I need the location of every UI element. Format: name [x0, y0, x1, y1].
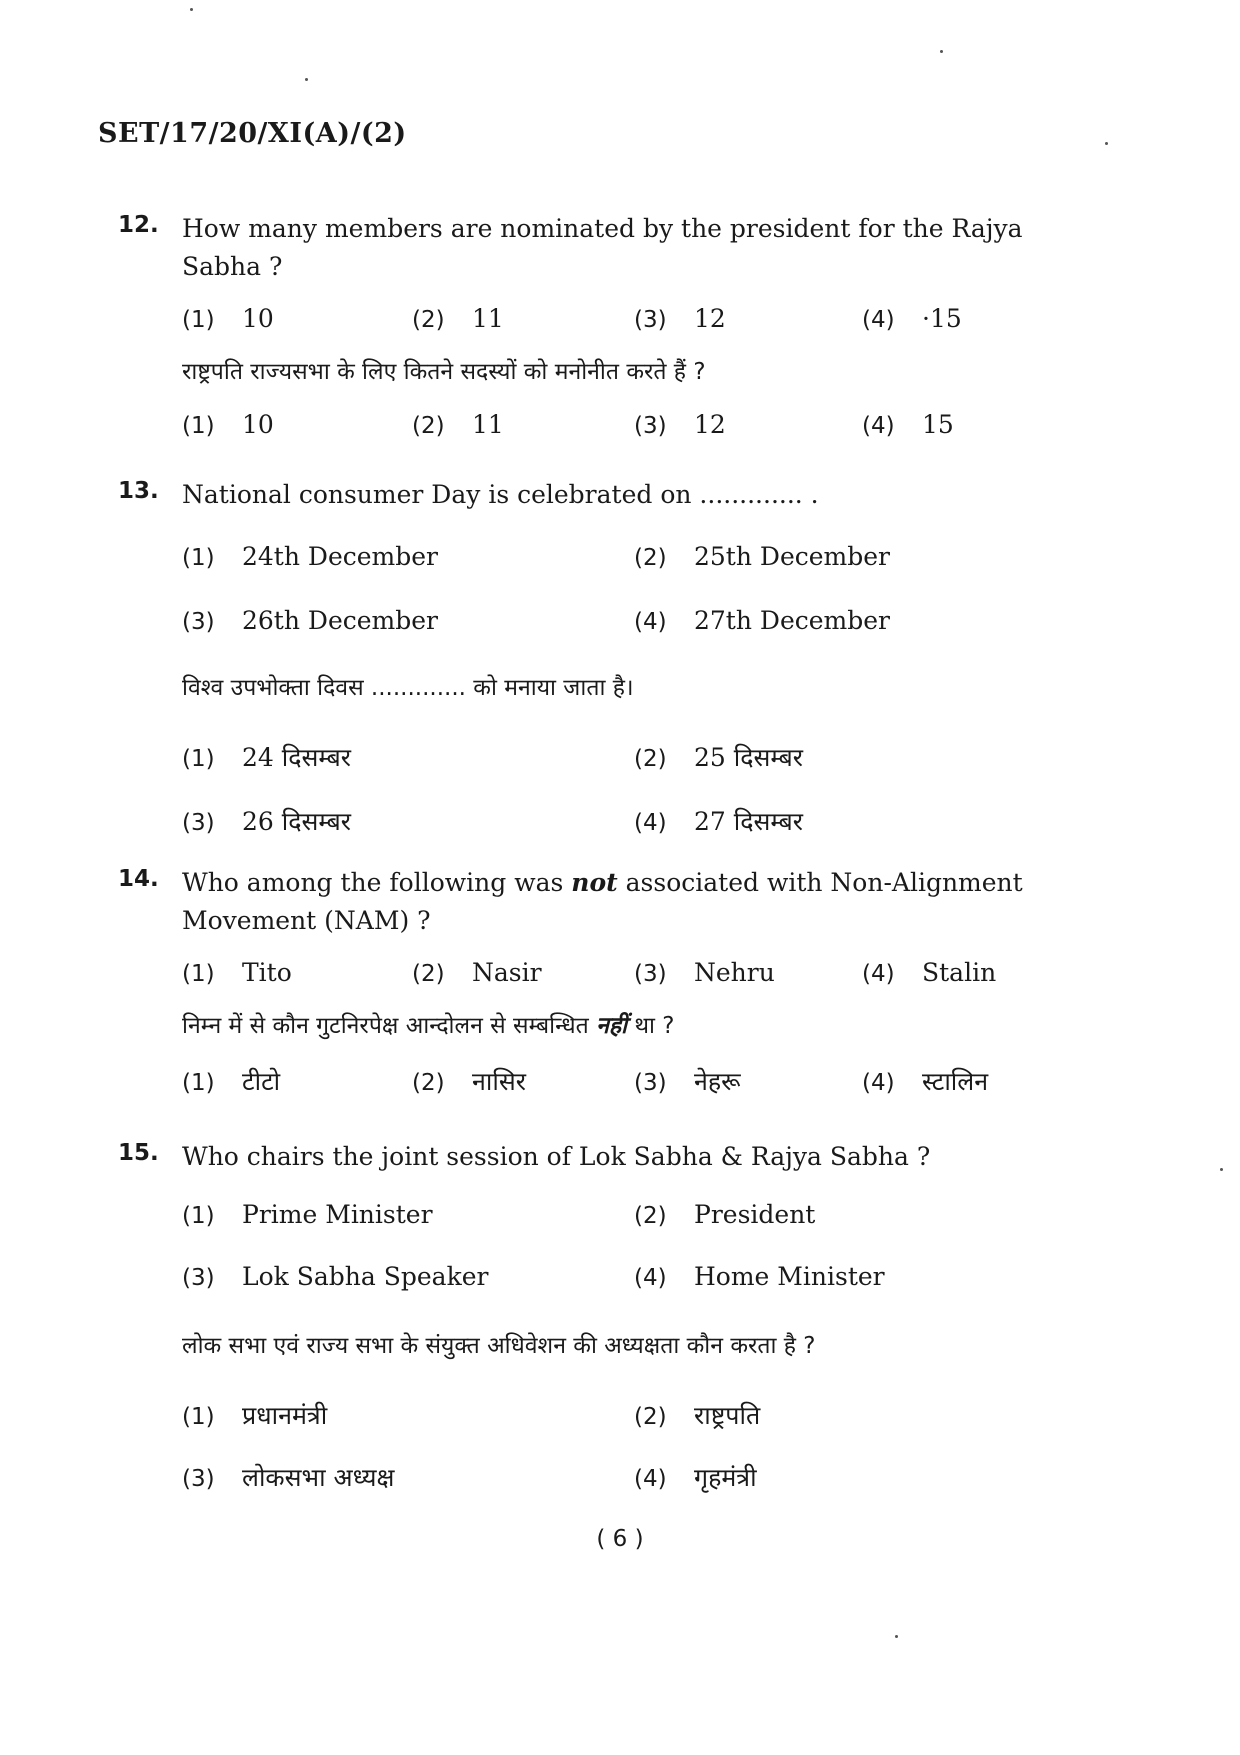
option-label: राष्ट्रपति [694, 1401, 761, 1430]
option-label: Tito [242, 958, 292, 987]
option [182, 542, 438, 571]
option [634, 1200, 815, 1229]
option-number: (2) [412, 413, 445, 439]
option-number: (3) [182, 1265, 215, 1291]
scan-speck [895, 1635, 898, 1638]
question-number: 15. [118, 1140, 159, 1166]
option-label: गृहमंत्री [694, 1463, 757, 1492]
question-text [182, 864, 1082, 940]
question-text: Who chairs the joint session of Lok Sabha & Rajya Sabha ? [182, 1142, 931, 1171]
option [182, 804, 351, 838]
option [634, 410, 726, 439]
option-number: (1) [182, 545, 215, 571]
option-label: Stalin [922, 958, 997, 987]
option-number: (3) [634, 413, 667, 439]
option-label: 26th December [242, 606, 438, 635]
option-label: 10 [242, 304, 274, 333]
options-row-en [182, 958, 1082, 998]
option [182, 1398, 327, 1432]
emphasis-not: not [571, 868, 618, 897]
option [634, 606, 890, 635]
options-row-en [182, 606, 1082, 646]
options-row-hi [182, 1398, 1082, 1438]
option-label: 25 दिसम्बर [694, 743, 804, 772]
option-label: 27 दिसम्बर [694, 807, 804, 836]
option-label: लोकसभा अध्यक्ष [242, 1463, 395, 1492]
option-label: स्टालिन [922, 1067, 989, 1096]
set-code: SET/17/20/XI(A)/(2) [98, 118, 407, 149]
option [862, 410, 954, 439]
option-number: (1) [182, 746, 215, 772]
option [634, 1064, 741, 1098]
option [862, 304, 962, 333]
option [634, 542, 890, 571]
option-label: Prime Minister [242, 1200, 433, 1229]
option [412, 410, 504, 439]
option-number: (3) [634, 1070, 667, 1096]
question-text-hindi: राष्ट्रपति राज्यसभा के लिए कितने सदस्यों को मनोनीत करते हैं ? [182, 359, 706, 385]
option-number: (3) [634, 961, 667, 987]
question-text-hindi: लोक सभा एवं राज्य सभा के संयुक्त अधिवेशन की अध्यक्षता कौन करता है ? [182, 1333, 816, 1359]
option-number: (4) [862, 1070, 895, 1096]
option [182, 740, 351, 774]
option-label: 12 [694, 410, 726, 439]
question-text-part: था ? [627, 1013, 675, 1039]
option-number: (2) [412, 961, 445, 987]
option-number: (4) [634, 609, 667, 635]
options-row-hi [182, 740, 1082, 780]
option [634, 304, 726, 333]
option [634, 1262, 885, 1291]
option [182, 410, 274, 439]
question-text-part: निम्न में से कौन गुटनिरपेक्ष आन्दोलन से सम्बन्धित [182, 1013, 597, 1039]
question-text-part: associated with Non-Alignment Movement (NAM) ? [182, 868, 1023, 935]
option-label: नेहरू [694, 1067, 741, 1096]
option-label: 11 [472, 410, 504, 439]
option-label: नासिर [472, 1067, 526, 1096]
option-label: 12 [694, 304, 726, 333]
options-row-hi [182, 410, 1082, 450]
option-number: (4) [634, 810, 667, 836]
option-number: (4) [634, 1265, 667, 1291]
option [182, 304, 274, 333]
scan-speck [305, 78, 308, 81]
option-number: (3) [634, 307, 667, 333]
option-number: (4) [634, 1466, 667, 1492]
option-number: (1) [182, 1070, 215, 1096]
options-row-hi [182, 1460, 1082, 1500]
option [862, 958, 996, 987]
option-number: (4) [862, 413, 895, 439]
option-number: (1) [182, 307, 215, 333]
question-number: 14. [118, 866, 159, 892]
option-number: (4) [862, 307, 895, 333]
option-label: Lok Sabha Speaker [242, 1262, 489, 1291]
emphasis-nahin: नहीं [596, 1013, 628, 1039]
question-text-part: Who among the following was [182, 868, 572, 897]
option-label: 25th December [694, 542, 890, 571]
option-number: (2) [634, 1404, 667, 1430]
scan-speck [1105, 142, 1108, 145]
option [182, 1460, 394, 1494]
option [634, 1460, 757, 1494]
option-number: (2) [412, 1070, 445, 1096]
options-row-hi [182, 1064, 1082, 1104]
option-number: (2) [634, 545, 667, 571]
option [182, 1262, 488, 1291]
option [634, 740, 803, 774]
scan-speck [190, 8, 193, 11]
option-number: (1) [182, 1203, 215, 1229]
option-label: टीटो [242, 1067, 281, 1096]
option [862, 1064, 988, 1098]
option [412, 1064, 526, 1098]
option-label: प्रधानमंत्री [242, 1401, 328, 1430]
question-text: National consumer Day is celebrated on ............. . [182, 480, 819, 509]
options-row-en [182, 304, 1082, 344]
option-label: 15 [922, 410, 954, 439]
option-number: (2) [634, 746, 667, 772]
option-number: (2) [634, 1203, 667, 1229]
option-label: 24 दिसम्बर [242, 743, 352, 772]
scan-speck [1220, 1168, 1223, 1171]
question-number: 13. [118, 478, 159, 504]
question-text-hindi: विश्व उपभोक्ता दिवस ............. को मनाया जाता है। [182, 675, 634, 701]
question-text: How many members are nominated by the president for the Rajya Sabha ? [182, 214, 1023, 281]
option-number: (3) [182, 1466, 215, 1492]
option-label: 26 दिसम्बर [242, 807, 352, 836]
option-label: ·15 [922, 304, 962, 333]
option-label: Home Minister [694, 1262, 885, 1291]
option [634, 804, 803, 838]
scan-speck [940, 50, 943, 53]
options-row-en [182, 542, 1082, 582]
option-number: (1) [182, 413, 215, 439]
options-row-en [182, 1200, 1082, 1240]
option-label: 27th December [694, 606, 890, 635]
option [182, 1200, 433, 1229]
option-number: (3) [182, 609, 215, 635]
option-number: (2) [412, 307, 445, 333]
option-label: 11 [472, 304, 504, 333]
option-label: Nehru [694, 958, 775, 987]
option-number: (1) [182, 961, 215, 987]
option-label: Nasir [472, 958, 542, 987]
option-label: President [694, 1200, 816, 1229]
option [412, 958, 542, 987]
option [182, 958, 292, 987]
option [634, 1398, 760, 1432]
question-text-hindi [182, 1008, 1082, 1044]
option-label: 24th December [242, 542, 438, 571]
option [182, 1064, 280, 1098]
option [634, 958, 775, 987]
page-number: ( 6 ) [596, 1526, 644, 1552]
options-row-hi [182, 804, 1082, 844]
options-row-en [182, 1262, 1082, 1302]
option-number: (4) [862, 961, 895, 987]
option-label: 10 [242, 410, 274, 439]
option-number: (3) [182, 810, 215, 836]
option [412, 304, 504, 333]
option-number: (1) [182, 1404, 215, 1430]
option [182, 606, 438, 635]
question-number: 12. [118, 212, 159, 238]
